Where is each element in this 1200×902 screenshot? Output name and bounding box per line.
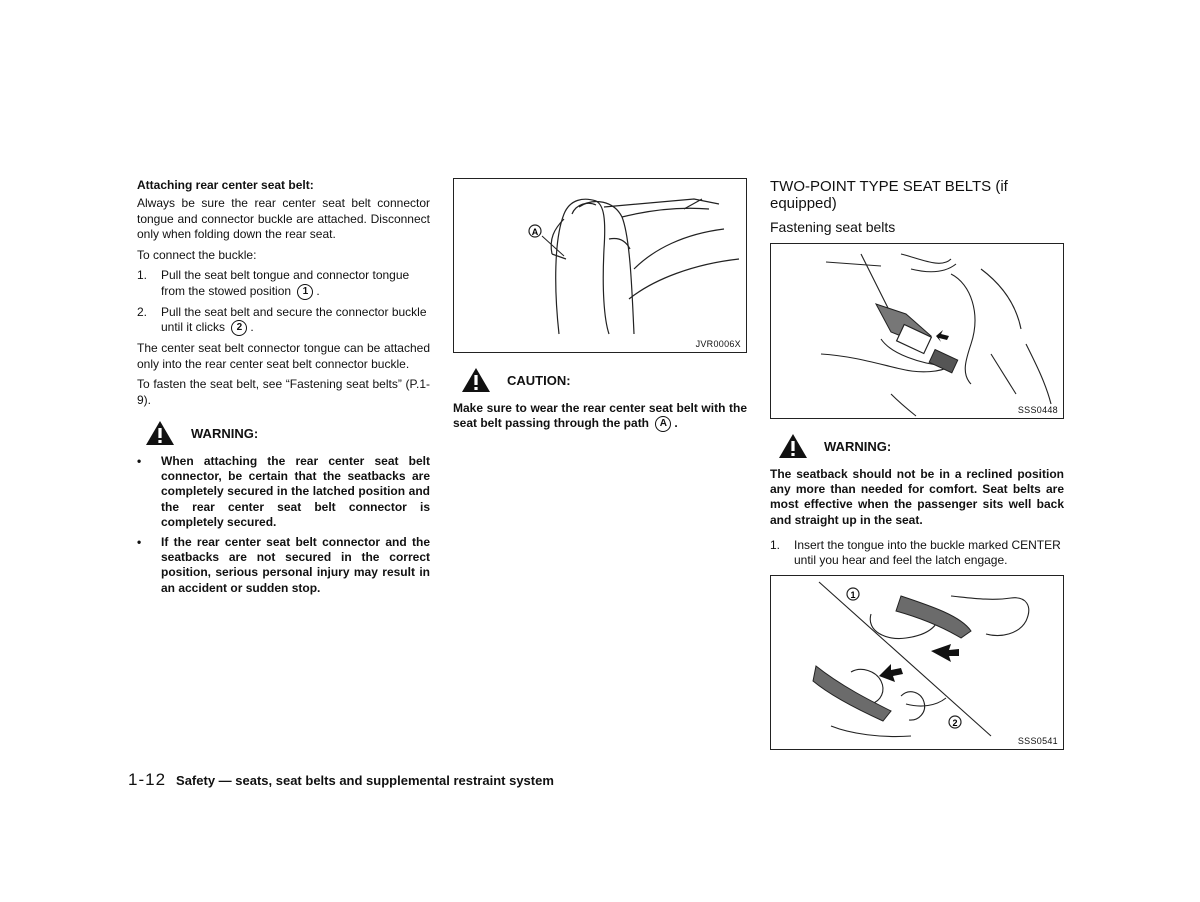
connector-note: The center seat belt connector tongue can be attached only into the rear center seat belt connector buckle.	[137, 341, 430, 371]
list-item: 1. Insert the tongue into the buckle marked CENTER until you hear and feel the latch engage.	[770, 537, 1061, 568]
tongue-illustration	[771, 576, 1065, 751]
connect-steps	[137, 268, 430, 336]
seatbelt-buckle-figure	[770, 243, 1064, 419]
marker-1: 1	[297, 284, 313, 300]
warning-text: The seatback should not be in a reclined position any more than needed for comfort. Seat belts are most effective when the passenger sits well back and straight up in the seat.	[770, 467, 1064, 527]
buckle-illustration	[771, 244, 1065, 420]
list-item: • When attaching the rear center seat belt connector, be certain that the seatbacks are completely secured in the latched position and the rear center seat belt connector is completely secured.	[137, 454, 430, 529]
figure-code: SSS0448	[1017, 405, 1058, 415]
chapter-title: Safety — seats, seat belts and supplemental restraint system	[176, 773, 554, 788]
marker-a: A	[655, 416, 671, 432]
warning-title: WARNING:	[824, 438, 892, 454]
marker-2: 2	[231, 320, 247, 336]
caution-text: Make sure to wear the rear center seat belt with the seat belt passing through the path A .	[453, 401, 747, 431]
figure-marker-a: A	[531, 227, 539, 237]
figure-marker-2: 2	[952, 717, 958, 728]
seat-illustration	[454, 179, 748, 354]
warning-icon	[778, 433, 808, 459]
intro-paragraph: Always be sure the rear center seat belt connector tongue and connector buckle are attached. Disconnect only when folding down the rear seat.	[137, 196, 430, 241]
left-column	[137, 178, 430, 601]
warning-list	[137, 454, 430, 596]
warning-header	[778, 433, 1064, 459]
subsection-title: Fastening seat belts	[770, 219, 896, 235]
list-item: • If the rear center seat belt connector and the seatbacks are not secured in the correct position, serious personal injury may result in an accident or sudden stop.	[137, 535, 430, 595]
fasten-reference: To fasten the seat belt, see “Fastening seat belts” (P.1-9).	[137, 377, 430, 407]
section-heading: Attaching rear center seat belt:	[137, 178, 314, 192]
middle-column	[453, 178, 747, 442]
figure-marker-1: 1	[850, 589, 856, 600]
seat-headrest-figure	[453, 178, 747, 353]
right-column	[770, 178, 1064, 750]
page-number: 1-12	[128, 770, 167, 789]
caution-header	[461, 367, 747, 393]
tongue-insert-figure	[770, 575, 1064, 750]
warning-title: WARNING:	[191, 425, 259, 441]
connect-intro: To connect the buckle:	[137, 247, 257, 262]
fasten-steps	[770, 538, 1064, 569]
caution-icon	[461, 367, 491, 393]
list-item: 2. Pull the seat belt and secure the connector buckle until it clicks 2 .	[137, 304, 427, 335]
figure-code: JVR0006X	[695, 339, 741, 349]
warning-icon	[145, 420, 175, 446]
page-footer	[128, 770, 554, 790]
section-title: TWO-POINT TYPE SEAT BELTS (if equipped)	[770, 178, 1008, 212]
list-item: 1. Pull the seat belt tongue and connector tongue from the stowed position 1 .	[137, 268, 410, 298]
caution-title: CAUTION:	[507, 372, 571, 388]
figure-code: SSS0541	[1017, 735, 1058, 746]
warning-header	[145, 420, 430, 446]
